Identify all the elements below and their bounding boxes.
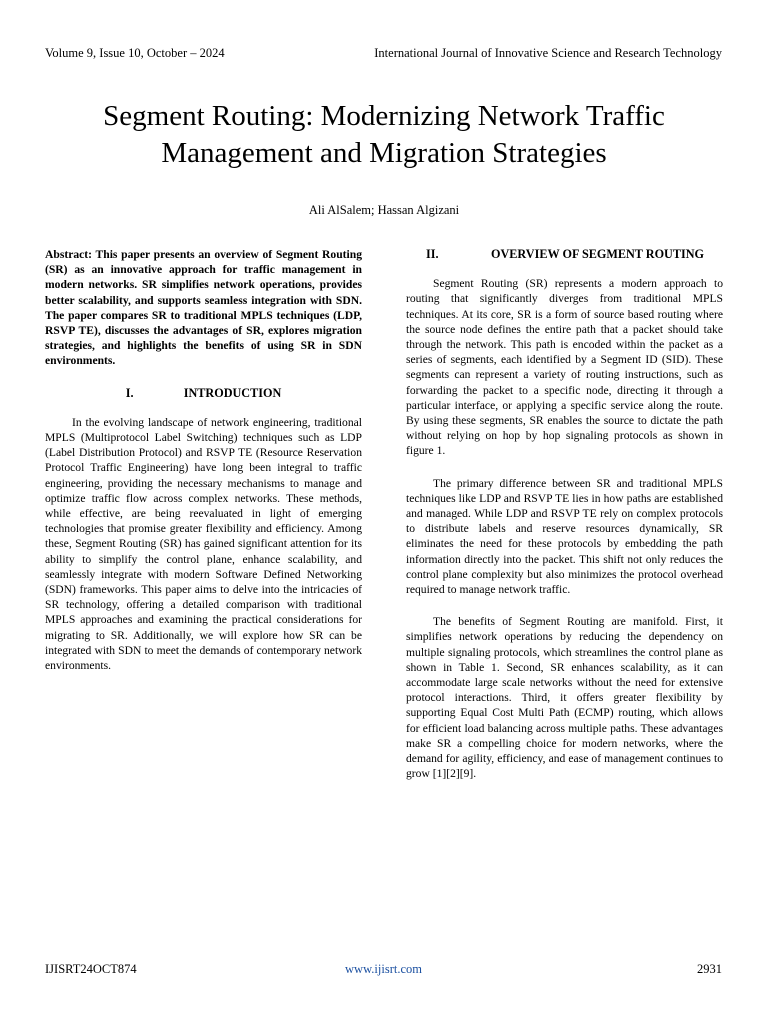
paper-id: IJISRT24OCT874 [45, 962, 137, 976]
section-title: OVERVIEW OF SEGMENT ROUTING [491, 247, 705, 261]
author-list: Ali AlSalem; Hassan Algizani [308, 203, 460, 217]
journal-volume: Volume 9, Issue 10, October – 2024 [45, 46, 225, 60]
left-column [45, 247, 362, 673]
paper-title-line1: Segment Routing: Modernizing Network Traffic [103, 100, 665, 132]
running-header [45, 46, 722, 64]
abstract: Abstract: This paper presents an overview of Segment Routing (SR) as an innovative approach for traffic management in modern networks. SR simplifies network operations, provides better scalability, and supports seamless integration with SDN. The paper compares SR to traditional MPLS techniques (LDP, RSVP TE), discusses the advantages of SR, explores migration strategies, and highlights the benefits of using SR in SDN environments. [45, 248, 362, 368]
section-heading-introduction [45, 386, 362, 401]
journal-name: International Journal of Innovative Science and Research Technology [374, 46, 722, 60]
paper-title [60, 98, 708, 172]
page-number: 2931 [697, 962, 722, 976]
running-footer [45, 962, 722, 978]
paragraph: The benefits of Segment Routing are manifold. First, it simplifies network operations by reducing the dependency on multiple signaling protocols, which streamlines the control plane as shown in Table 1. Second, SR enhances scalability, as it can accommodate large scale networks without the need for extensive protocol interactions. Third, it offers greater flexibility by supporting Equal Cost Multi Path (ECMP) routing, which allows for efficient load balancing across multiple paths. These advantages make SR a compelling choice for modern networks, where the demand for agility, efficiency, and ease of management continues to grow [1][2][9]. [406, 615, 723, 781]
section-number: I. [125, 385, 134, 400]
journal-website-link[interactable]: www.ijisrt.com [345, 962, 422, 976]
right-column [406, 247, 723, 782]
section-title: INTRODUCTION [183, 385, 282, 400]
paper-title-line2: Management and Migration Strategies [161, 137, 607, 169]
section-heading-overview [406, 247, 723, 262]
paragraph: In the evolving landscape of network engineering, traditional MPLS (Multiprotocol Label Switching) techniques such as LDP (Label Distribution Protocol) and RSVP TE (Resource Reservation Protocol Traffic Engineering) have long been integral to traffic engineering, providing the necessary mechanisms to manage and optimize traffic flow across complex networks. These methods, while effective, are being reevaluated in light of emerging technologies that promise greater flexibility and efficiency. Among these, Segment Routing (SR) has gained significant attention for its ability to simplify the control plane, enhance scalability, and seamlessly integrate with modern Software Defined Networking (SDN) frameworks. This paper aims to delve into the intricacies of SR technology, offering a detailed comparison with traditional MPLS approaches and examining the practical considerations for migrating to SR. Additionally, we will explore how SR can be integrated with SDN to meet the demands of contemporary network environments. [45, 415, 362, 673]
paragraph: The primary difference between SR and traditional MPLS techniques like LDP and RSVP TE lies in how paths are established and managed. While LDP and RSVP TE rely on complex protocols to distribute labels and reserve resources dynamically, SR eliminates the need for these protocols by embedding the path information directly into the packet. This shift not only reduces the control plane complexity but also minimizes the protocol overhead required to manage network traffic. [406, 476, 723, 597]
section-number: II. [426, 247, 439, 261]
paragraph: Segment Routing (SR) represents a modern approach to routing that significantly diverges from traditional MPLS techniques. At its core, SR is a form of source based routing where the source node defines the entire path that a packet should take through the network. This path is encoded within the packet as a series of segments, each identified by a Segment ID (SID). These segments can represent a variety of routing instructions, such as forwarding the packet to a specific node, directing it through a particular interface, or applying a specific service along the route. By using these segments, SR enables the source to dictate the path without relying on hop by hop signaling protocols as shown in figure 1. [406, 277, 723, 458]
